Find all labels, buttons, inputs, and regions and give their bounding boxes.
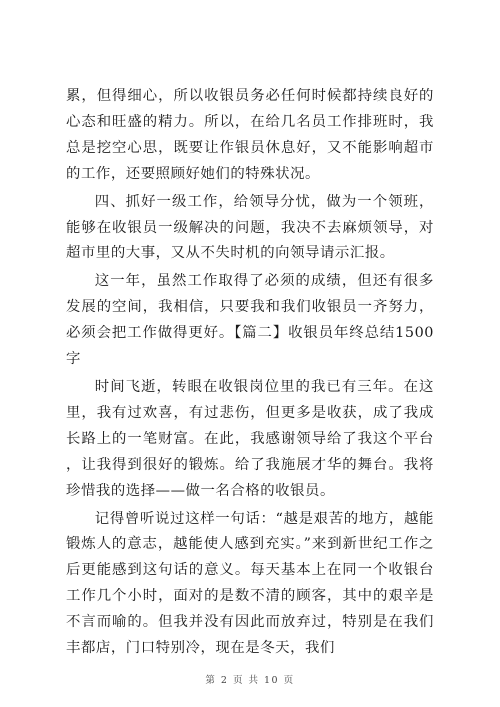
paragraph-5: 记得曾听说过这样一句话：“越是艰苦的地方，越能锻炼人的意志，越能使人感到充实。”来到新世纪工作之后更能感到这句话的意义。每天基本上在同一个收银台工作几个小时，面对的是数不清的顾客，其中的艰辛是不言而喻的。但我并没有因此而放弃过，特别是在我们丰都店，门口特别冷，现在是冬天，我们: [66, 510, 434, 657]
document-body: [66, 84, 434, 664]
paragraph-3: 这一年，虽然工作取得了必须的成绩，但还有很多发展的空间，我相信，只要我和我们收银员一齐努力，必须会把工作做得更好。【篇二】收银员年终总结1500字: [66, 273, 434, 368]
page-number-text: 第 2 页 共 10 页: [205, 675, 295, 686]
page-footer: [0, 672, 500, 686]
paragraph-4: 时间飞逝，转眼在收银岗位里的我已有三年。在这里，我有过欢喜，有过悲伤，但更多是收获，成了我成长路上的一笔财富。在此，我感谢领导给了我这个平台，让我得到很好的锻炼。给了我施展才华的舞台。我将珍惜我的选择——做一名合格的收银员。: [66, 378, 434, 499]
paragraph-2: 四、抓好一级工作，给领导分忧，做为一个领班，能够在收银员一级解决的问题，我决不去麻烦领导，对超市里的大事，又从不失时机的向领导请示汇报。: [66, 193, 434, 262]
paragraph-1: 累，但得细心，所以收银员务必任何时候都持续良好的心态和旺盛的精力。所以，在给几名员工作排班时，我总是挖空心思，既要让作银员休息好，又不能影响超市的工作，还要照顾好她们的特殊状况。: [66, 88, 434, 182]
